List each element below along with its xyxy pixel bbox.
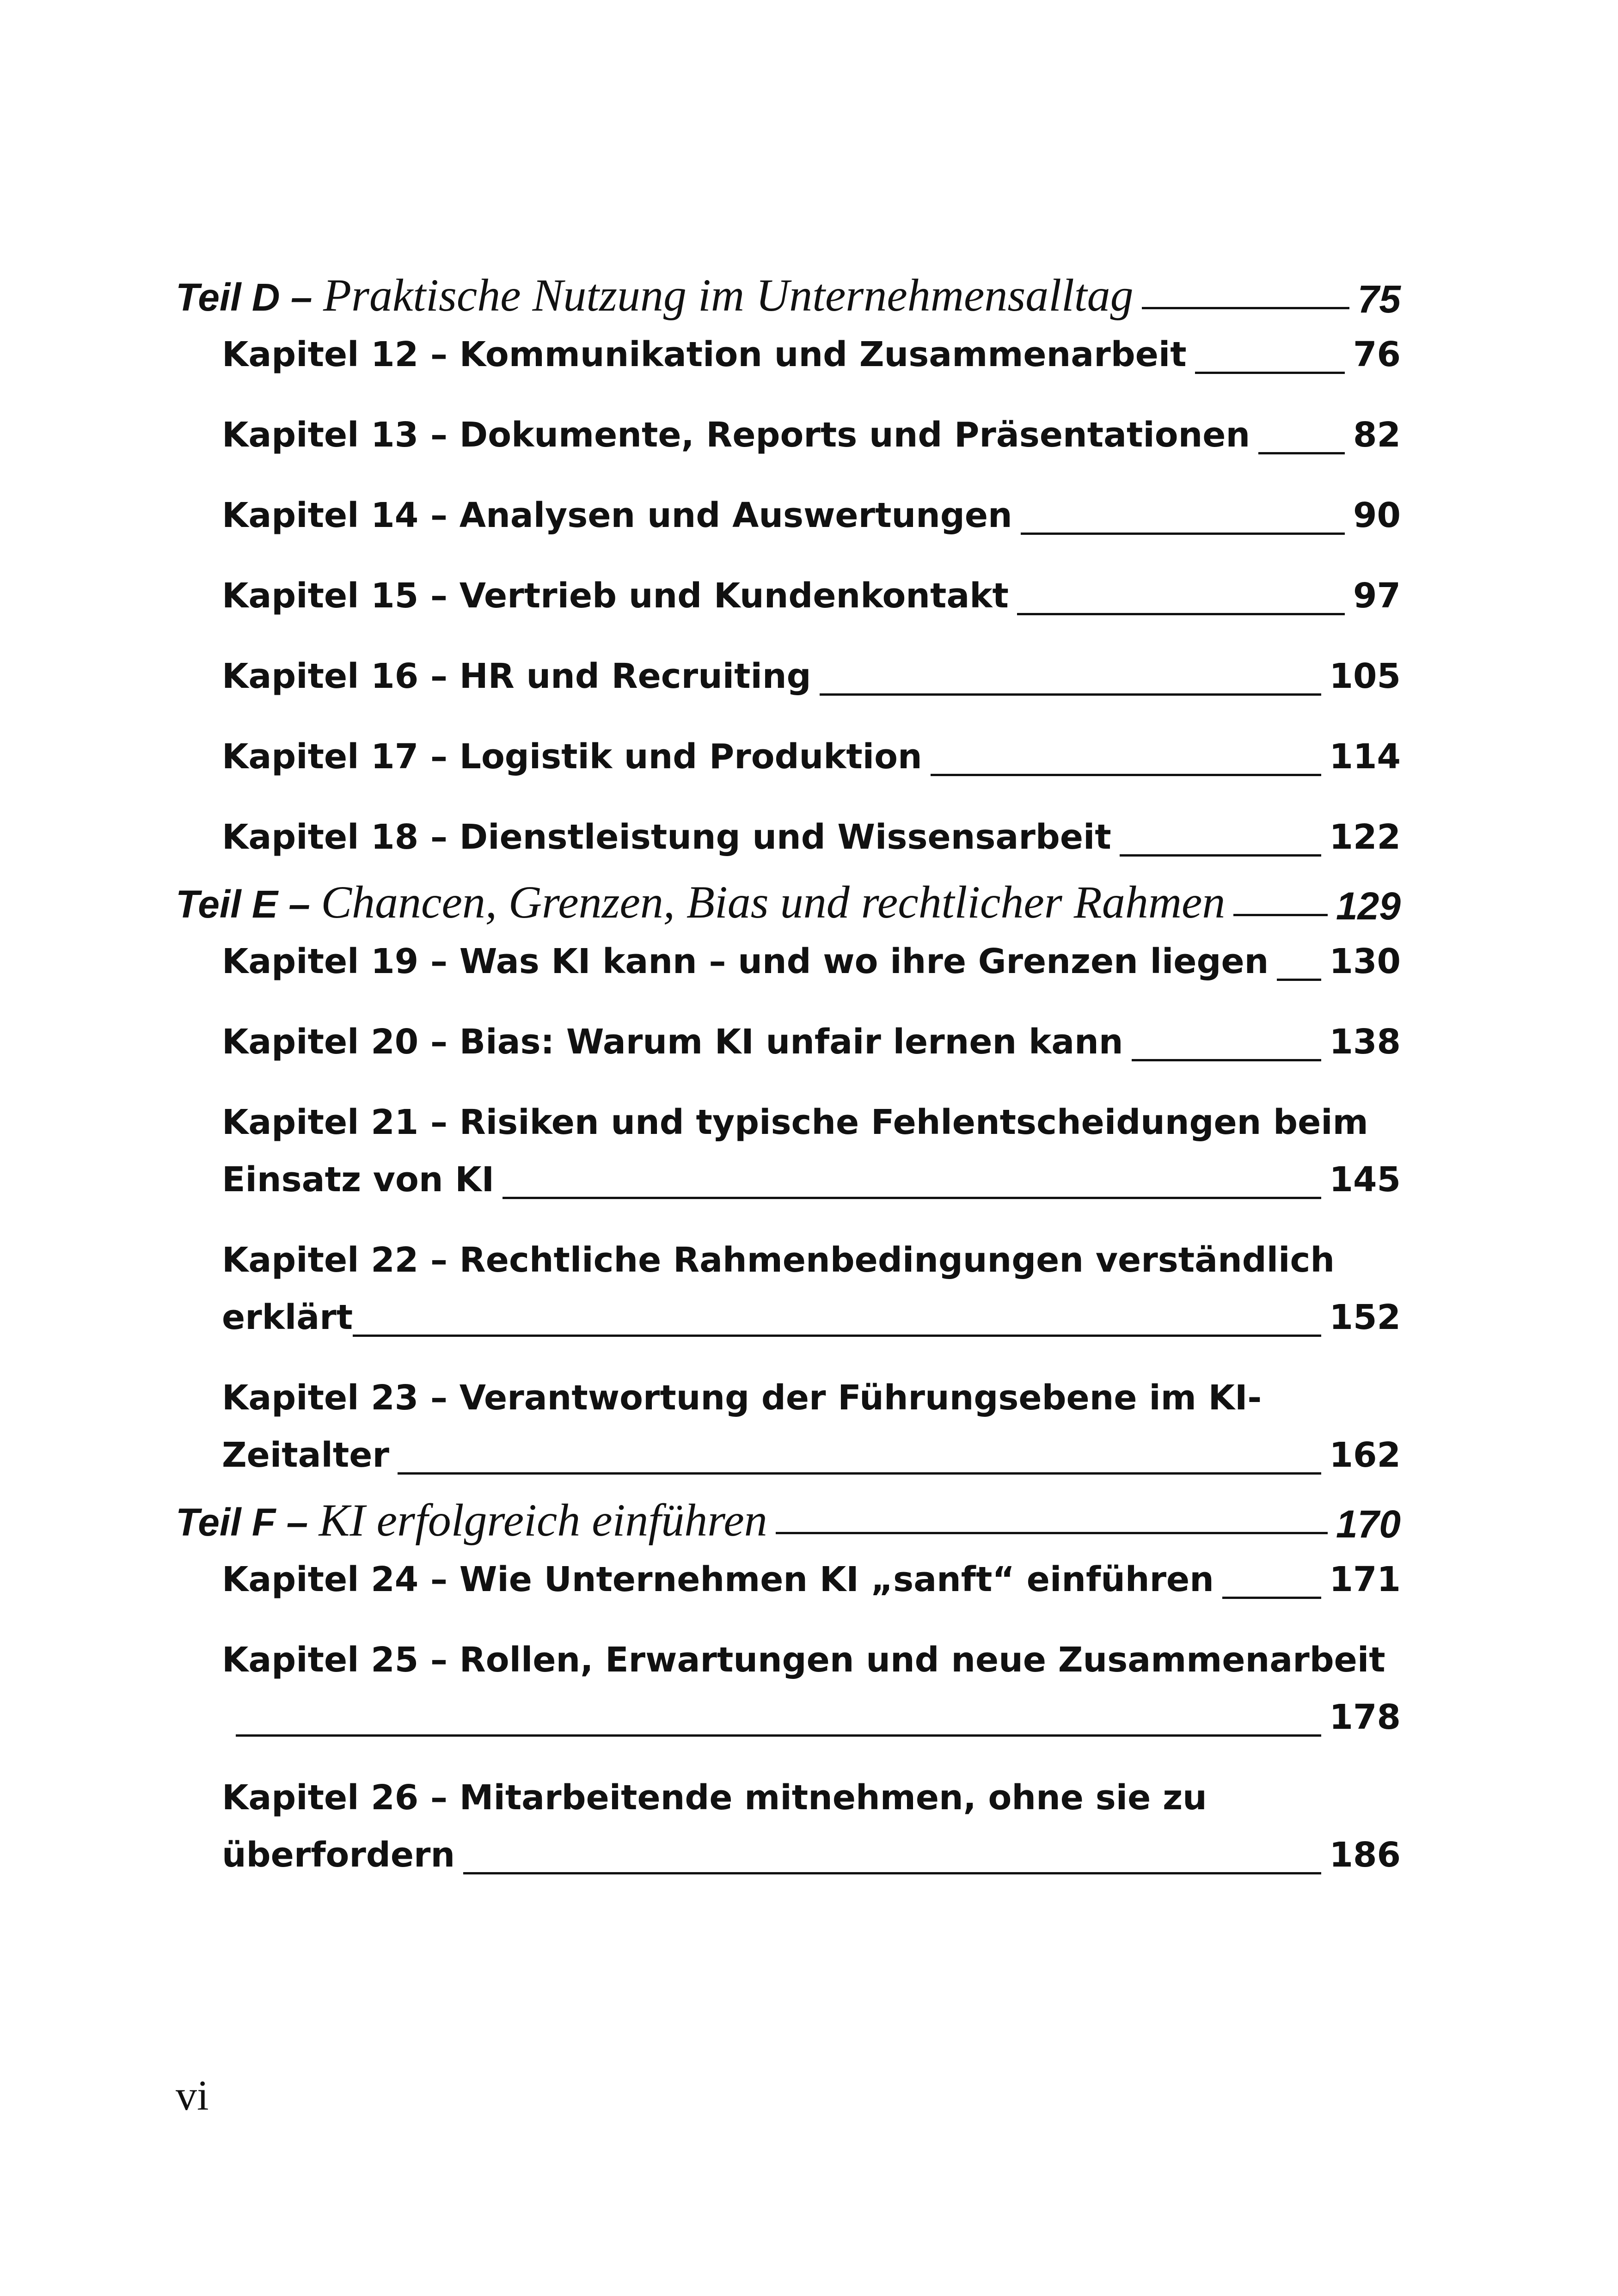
chapter-title: Kapitel 17 – Logistik und Produktion <box>222 737 922 777</box>
leader-line <box>1277 979 1321 981</box>
chapter-title-line2-row <box>222 1689 1401 1746</box>
chapter-title-line2: Zeitalter <box>222 1435 389 1475</box>
part-label: Teil E <box>176 882 278 926</box>
chapter-title-line2: überfordern <box>222 1835 455 1875</box>
leader-line <box>1258 452 1345 454</box>
chapter-title: Kapitel 19 – Was KI kann – und wo ihre Grenzen liegen <box>222 942 1269 981</box>
part-title <box>176 1494 767 1546</box>
toc-part-f <box>176 1484 1401 1546</box>
leader-line <box>503 1197 1321 1199</box>
leader-line <box>1233 914 1327 916</box>
leader-line <box>1222 1597 1321 1599</box>
page-number: 178 <box>1329 1697 1401 1737</box>
chapter-title: Kapitel 20 – Bias: Warum KI unfair lernen kann <box>222 1022 1123 1062</box>
chapter-title-line1: Kapitel 21 – Risiken und typische Fehlentscheidungen beim <box>222 1102 1368 1142</box>
chapter-title-line2: Einsatz von KI <box>222 1160 495 1200</box>
page-number: 171 <box>1329 1560 1401 1599</box>
part-label: Teil F <box>176 1500 276 1544</box>
leader-line <box>463 1872 1321 1874</box>
chapter-title-line2-row <box>222 1289 1401 1346</box>
toc-chapter-13 <box>222 406 1401 487</box>
toc-chapter-25 <box>222 1631 1401 1769</box>
chapter-title: Kapitel 13 – Dokumente, Reports und Präsentationen <box>222 415 1250 455</box>
leader-line <box>1132 1059 1321 1061</box>
chapter-title: Kapitel 15 – Vertrieb und Kundenkontakt <box>222 576 1009 616</box>
toc-chapter-16 <box>222 648 1401 728</box>
toc-part-d <box>176 259 1401 321</box>
part-separator: – <box>280 276 323 319</box>
toc-chapter-12 <box>222 326 1401 406</box>
page-number: 138 <box>1329 1022 1401 1062</box>
leader-line <box>1142 307 1349 309</box>
page-number: 105 <box>1329 656 1401 696</box>
page-number: 186 <box>1329 1835 1401 1875</box>
page-number: 114 <box>1329 737 1401 777</box>
toc-chapter-20 <box>222 1013 1401 1094</box>
chapter-title-line1: Kapitel 22 – Rechtliche Rahmenbedingungen verständlich <box>222 1240 1335 1280</box>
chapter-title-line2-row <box>222 1151 1401 1208</box>
part-name: KI erfolgreich einführen <box>319 1494 767 1546</box>
table-of-contents <box>176 259 1401 1907</box>
page-number: 145 <box>1329 1160 1401 1200</box>
chapter-title: Kapitel 14 – Analysen und Auswertungen <box>222 496 1012 535</box>
part-title <box>176 269 1134 321</box>
part-title <box>176 876 1226 928</box>
chapter-title: Kapitel 18 – Dienstleistung und Wissensarbeit <box>222 817 1111 857</box>
page-number: 75 <box>1357 277 1401 321</box>
leader-line <box>1017 613 1345 615</box>
leader-line <box>776 1532 1328 1534</box>
page-folio: vi <box>176 2072 209 2119</box>
leader-line <box>236 1734 1321 1737</box>
part-separator: – <box>277 882 321 926</box>
leader-line <box>1120 854 1321 857</box>
page-number: 97 <box>1353 576 1401 616</box>
chapter-title: Kapitel 16 – HR und Recruiting <box>222 656 811 696</box>
part-name: Praktische Nutzung im Unternehmensalltag <box>323 269 1134 321</box>
chapter-title-line2: erklärt <box>222 1298 353 1337</box>
page-number: 130 <box>1329 942 1401 981</box>
page-number: 76 <box>1353 335 1401 374</box>
part-label: Teil D <box>176 276 280 319</box>
page-number: 122 <box>1329 817 1401 857</box>
chapter-title-line1: Kapitel 23 – Verantwortung der Führungsebene im KI- <box>222 1378 1262 1418</box>
toc-chapter-24 <box>222 1551 1401 1631</box>
chapter-title: Kapitel 24 – Wie Unternehmen KI „sanft“ einführen <box>222 1560 1214 1599</box>
chapter-title: Kapitel 12 – Kommunikation und Zusammenarbeit <box>222 335 1187 374</box>
page-number: 82 <box>1353 415 1401 455</box>
page-number: 152 <box>1329 1298 1401 1337</box>
page-number: 129 <box>1336 884 1401 928</box>
toc-chapter-23 <box>222 1369 1401 1484</box>
toc-chapter-15 <box>222 567 1401 648</box>
toc-chapter-14 <box>222 487 1401 567</box>
leader-line <box>1195 372 1345 374</box>
toc-chapter-17 <box>222 728 1401 808</box>
toc-chapter-22 <box>222 1231 1401 1369</box>
leader-line <box>353 1335 1321 1337</box>
toc-part-e <box>176 866 1401 928</box>
chapter-title-line1: Kapitel 25 – Rollen, Erwartungen und neue Zusammenarbeit <box>222 1640 1385 1680</box>
toc-chapter-21 <box>222 1094 1401 1231</box>
part-separator: – <box>276 1500 319 1544</box>
chapter-title-line2-row <box>222 1427 1401 1484</box>
leader-line <box>1021 533 1345 535</box>
toc-chapter-19 <box>222 933 1401 1013</box>
chapter-title-line2-row <box>222 1826 1401 1884</box>
chapter-title-line1: Kapitel 26 – Mitarbeitende mitnehmen, ohne sie zu <box>222 1778 1207 1818</box>
leader-line <box>931 774 1321 776</box>
page-number: 162 <box>1329 1435 1401 1475</box>
page-number: 170 <box>1336 1502 1401 1546</box>
toc-chapter-26 <box>222 1769 1401 1907</box>
leader-line <box>398 1472 1321 1475</box>
page-number: 90 <box>1353 496 1401 535</box>
part-name: Chancen, Grenzen, Bias und rechtlicher Rahmen <box>321 876 1226 928</box>
leader-line <box>820 693 1321 696</box>
toc-chapter-18 <box>222 808 1401 866</box>
